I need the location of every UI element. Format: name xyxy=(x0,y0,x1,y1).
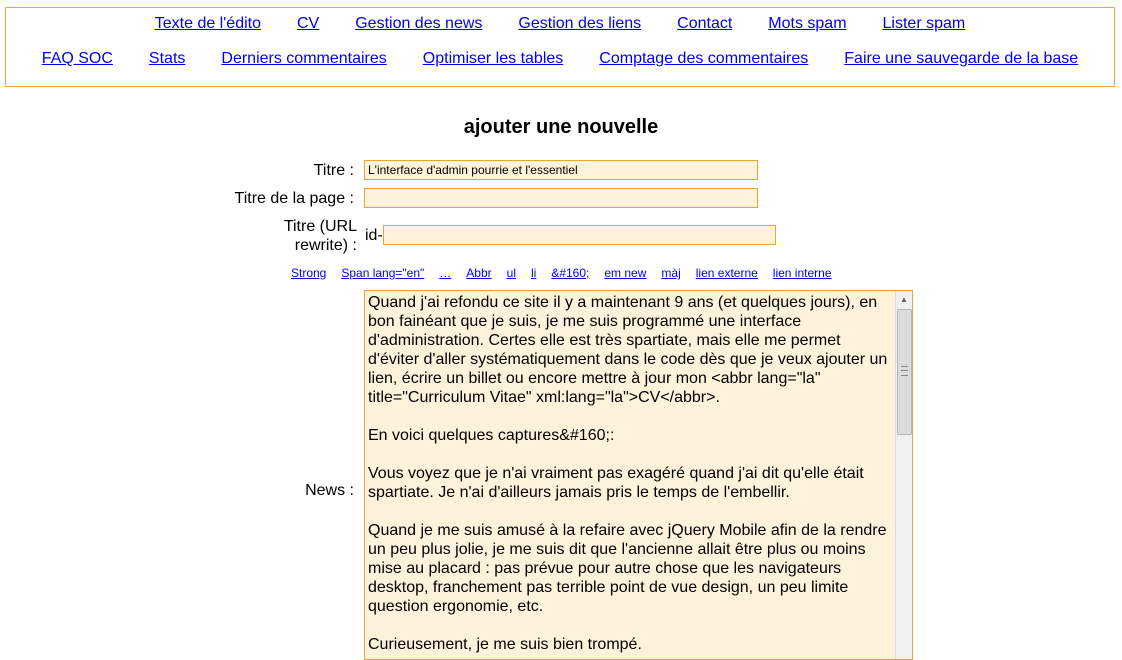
toolbar-em-new[interactable]: em new xyxy=(604,266,647,280)
news-textarea[interactable] xyxy=(364,290,913,660)
nav-link-stats[interactable]: Stats xyxy=(148,50,186,67)
nav-link-gestion-news[interactable]: Gestion des news xyxy=(355,15,483,32)
scroll-up-icon[interactable]: ▲ xyxy=(900,295,908,304)
toolbar-maj[interactable]: màj xyxy=(661,266,681,280)
nav-link-comptage-commentaires[interactable]: Comptage des commentaires xyxy=(599,50,809,67)
grip-icon xyxy=(901,366,908,376)
toolbar-span-lang[interactable]: Span lang="en" xyxy=(341,266,425,280)
admin-nav xyxy=(5,7,1115,87)
nav-link-faq-soc[interactable]: FAQ SOC xyxy=(41,50,113,67)
titre-input[interactable] xyxy=(364,160,758,180)
news-scrollbar[interactable] xyxy=(895,291,912,659)
nav-link-cv[interactable]: CV xyxy=(296,15,320,32)
toolbar-nbsp[interactable]: &#160; xyxy=(551,266,590,280)
nav-link-optimiser-tables[interactable]: Optimiser les tables xyxy=(422,50,564,67)
toolbar-ul[interactable]: ul xyxy=(506,266,516,280)
format-toolbar xyxy=(291,266,832,280)
nav-link-derniers-commentaires[interactable]: Derniers commentaires xyxy=(221,50,387,67)
nav-link-lister-spam[interactable]: Lister spam xyxy=(882,15,966,32)
titre-url-input[interactable] xyxy=(383,225,776,245)
nav-link-mots-spam[interactable]: Mots spam xyxy=(768,15,847,32)
titre-url-label-line-1: Titre (URL xyxy=(283,218,357,235)
titre-url-label-line-2: rewrite) : xyxy=(294,237,357,254)
scroll-thumb[interactable] xyxy=(897,309,912,435)
toolbar-strong[interactable]: Strong xyxy=(291,266,327,280)
toolbar-lien-interne[interactable]: lien interne xyxy=(772,266,832,280)
nav-row-1 xyxy=(6,15,1114,33)
news-label: News : xyxy=(305,482,354,499)
page-title: ajouter une nouvelle xyxy=(463,116,659,138)
titre-label: Titre : xyxy=(313,162,354,179)
titre-url-label xyxy=(250,217,357,255)
toolbar-lien-externe[interactable]: lien externe xyxy=(695,266,758,280)
nav-link-gestion-liens[interactable]: Gestion des liens xyxy=(518,15,642,32)
nav-link-contact[interactable]: Contact xyxy=(677,15,733,32)
nav-row-2 xyxy=(6,50,1114,68)
nav-link-edito[interactable]: Texte de l'édito xyxy=(154,15,261,32)
news-text[interactable]: Quand j'ai refondu ce site il y a maintenant 9 ans (et quelques jours), en bon fainéant que je suis, je me suis programmé une interface d'administration. Certes elle est très spartiate, mais elle me permet d'éviter d'aller systématiquement dans le code dès que je veux ajouter un lien, écrire un billet ou encore mettre à jour mon <abbr lang="la" title="Curriculum Vitae" xml:lang="la">CV</abbr>. En voici quelques captures&#160;: Vous voyez que je n'ai vraiment pas exagéré quand j'ai dit qu'elle était spartiate. Je n'ai d'ailleurs jamais pris le temps de l'embellir. Quand je me suis amusé à la refaire avec jQuery Mobile afin de la rendre un peu plus jolie, je me suis dit que l'ancienne allait être plus ou moins mise au placard : pas prévue pour autre chose que les navigateurs desktop, franchement pas terrible point de vue design, un peu limite question ergonomie, etc. Curieusement, je me suis bien trompé. xyxy=(368,294,888,653)
titre-page-label: Titre de la page : xyxy=(234,190,354,207)
toolbar-li[interactable]: li xyxy=(530,266,537,280)
toolbar-abbr[interactable]: Abbr xyxy=(466,266,492,280)
url-prefix: id- xyxy=(365,227,383,244)
nav-link-sauvegarde-base[interactable]: Faire une sauvegarde de la base xyxy=(844,50,1079,67)
toolbar-ellipsis[interactable]: … xyxy=(439,266,452,280)
titre-page-input[interactable] xyxy=(364,188,758,208)
